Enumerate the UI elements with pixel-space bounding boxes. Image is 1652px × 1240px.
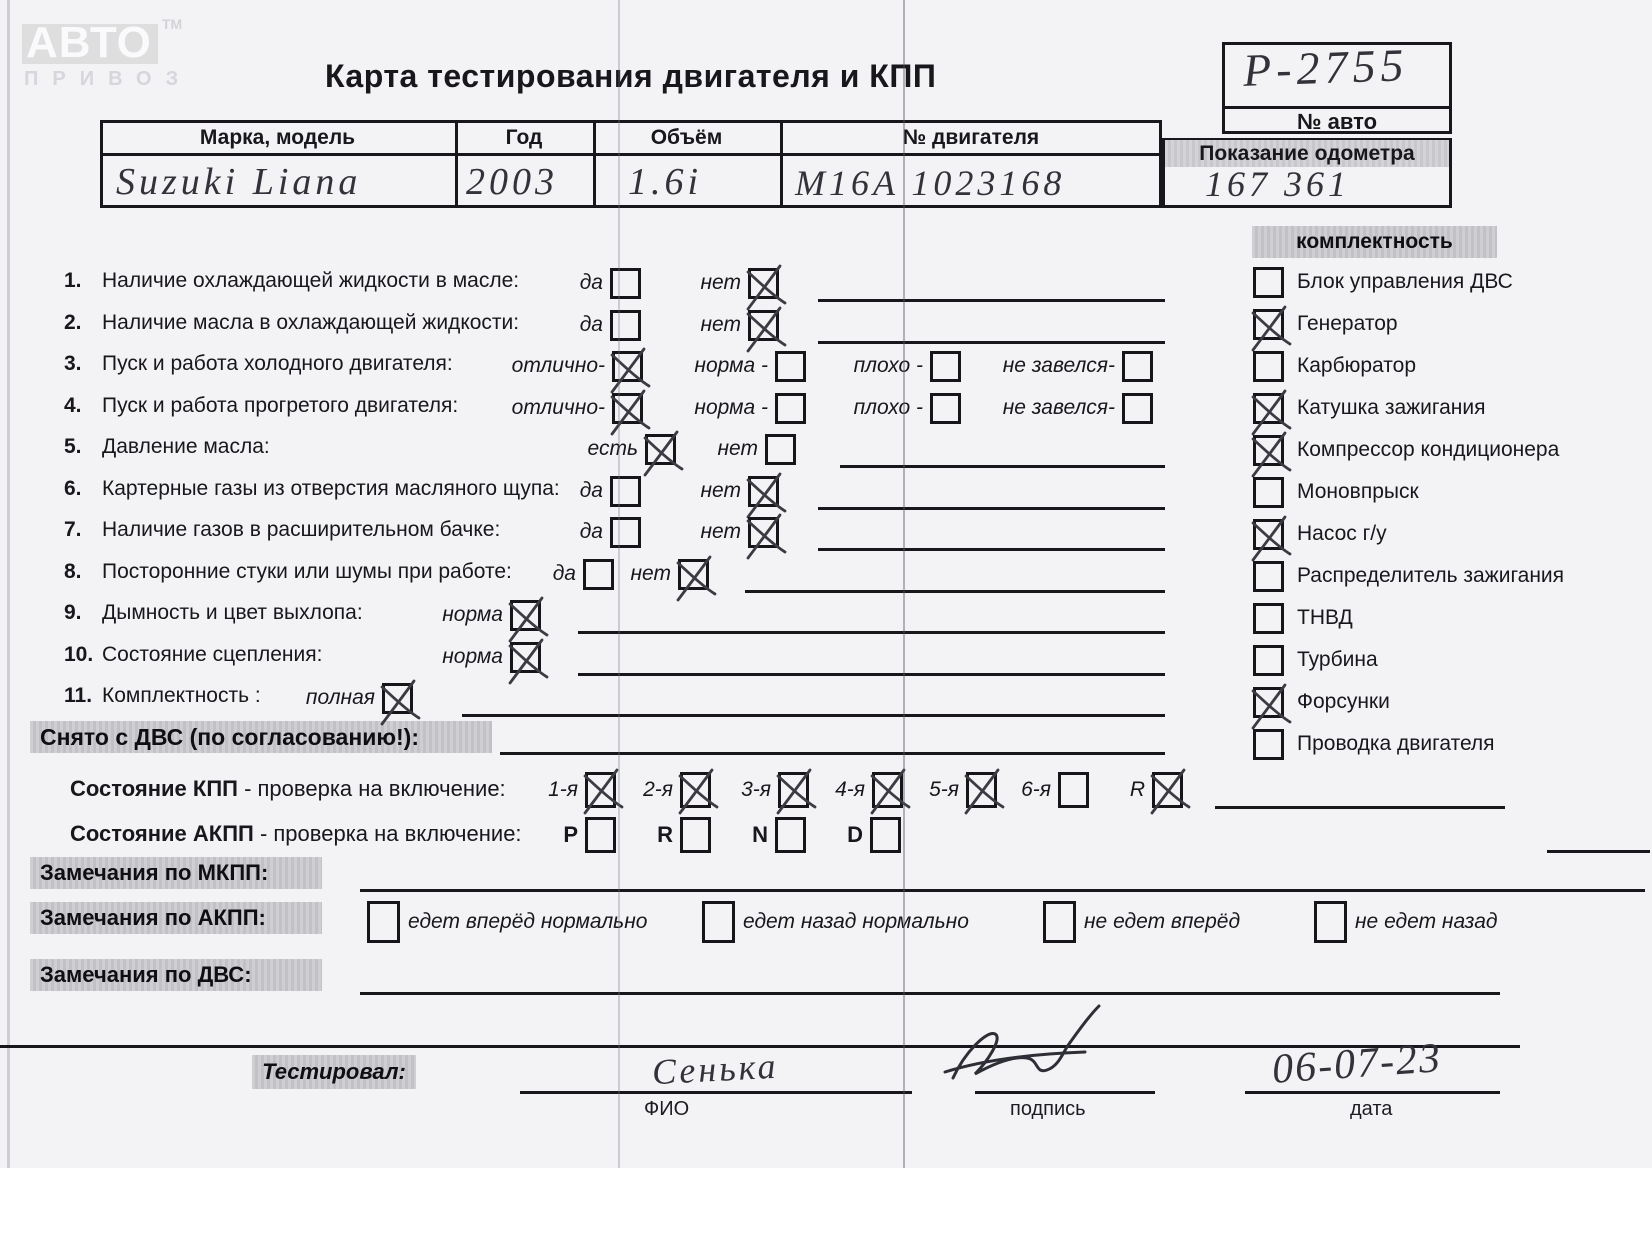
- kpp-state-label: [70, 776, 506, 802]
- gear-option: [1130, 772, 1183, 808]
- akpp-remarks-label: Замечания по АКПП:: [30, 902, 322, 934]
- option-label: плохо -: [853, 396, 923, 419]
- question-number: 4.: [64, 394, 82, 417]
- col-header-year: Год: [505, 126, 543, 149]
- completeness-item-label: Генератор: [1297, 312, 1398, 335]
- checkbox-checked: [966, 772, 997, 808]
- fio-handwritten: Сенька: [651, 1045, 780, 1093]
- question-option: [854, 390, 961, 426]
- option-label: нет: [630, 562, 671, 585]
- checkbox-empty: [1043, 901, 1076, 943]
- checkbox-checked: [382, 683, 413, 714]
- question-number: 9.: [64, 601, 82, 624]
- question-text: Наличие охлаждающей жидкости в масле:: [102, 269, 520, 292]
- question-option: [306, 680, 413, 716]
- checkbox-checked: [748, 310, 779, 341]
- date-handwritten: 06-07-23: [1270, 1035, 1444, 1093]
- checkbox-empty: [702, 901, 735, 943]
- question-option: [580, 265, 641, 301]
- checkbox-checked: [510, 600, 541, 631]
- col-header-volume: Объём: [650, 126, 723, 149]
- completeness-item-label: Моновпрыск: [1297, 480, 1419, 503]
- question-number: 8.: [64, 560, 82, 583]
- akpp-state-label-bold: Состояние АКПП: [70, 821, 254, 846]
- option-label: да: [579, 479, 603, 502]
- question-option: [442, 639, 541, 675]
- question-option: [588, 431, 676, 467]
- completeness-item-label: Насос г/у: [1297, 522, 1387, 545]
- question-option: [701, 514, 780, 550]
- option-label: отлично-: [511, 354, 605, 377]
- checkbox-empty: [1253, 729, 1284, 760]
- comment-line: [578, 631, 1165, 634]
- completeness-item-label: Карбюратор: [1297, 354, 1417, 377]
- checkbox-empty: [367, 901, 400, 943]
- checkbox-checked: [1253, 435, 1284, 466]
- checkbox-empty: [930, 351, 961, 382]
- akpp-state-label-rest: - проверка на включение:: [253, 821, 522, 846]
- comment-line: [745, 590, 1165, 593]
- gear-option: [1021, 772, 1089, 808]
- avto-privoz-logo: [22, 16, 193, 91]
- question-number: 10.: [64, 643, 94, 666]
- col-header-make-model: Марка, модель: [199, 126, 356, 149]
- signature-label: подпись: [1010, 1098, 1086, 1120]
- akpp-remark-label: не едет вперёд: [1084, 910, 1241, 933]
- checkbox-checked: [1253, 519, 1284, 550]
- checkbox-empty: [585, 817, 616, 853]
- option-label: есть: [587, 437, 638, 460]
- question-option: [1003, 348, 1153, 384]
- gear-option: [643, 772, 711, 808]
- checkbox-empty: [1122, 351, 1153, 382]
- question-text: Наличие газов в расширительном бачке:: [102, 518, 501, 541]
- checkbox-checked: [1152, 772, 1183, 808]
- checkbox-empty: [1058, 772, 1089, 808]
- checkbox-checked: [748, 517, 779, 548]
- akpp-state-label: [70, 821, 522, 847]
- fio-line: [520, 1091, 912, 1094]
- auto-number-label: № авто: [1296, 109, 1378, 134]
- signature: [935, 1000, 1155, 1100]
- logo-brand: АВТО: [22, 24, 158, 64]
- checkbox-checked: [585, 772, 616, 808]
- question-option: [854, 348, 961, 384]
- checkbox-empty: [1253, 561, 1284, 592]
- question-text: Пуск и работа холодного двигателя:: [102, 352, 453, 375]
- option-label: да: [579, 271, 603, 294]
- mkpp-remarks-line: [360, 889, 1645, 892]
- checkbox-checked: [748, 268, 779, 299]
- option-label: нет: [700, 271, 741, 294]
- tested-by-label: Тестировал:: [252, 1055, 416, 1089]
- question-number: 1.: [64, 269, 82, 292]
- question-option: [1003, 390, 1153, 426]
- akpp-remark-option: [1043, 901, 1240, 943]
- option-label: нет: [700, 520, 741, 543]
- make-model-handwritten: Suzuki Liana: [116, 161, 362, 203]
- checkbox-checked: [678, 559, 709, 590]
- completeness-item-label: Распределитель зажигания: [1297, 564, 1565, 587]
- checkbox-empty: [1253, 603, 1284, 634]
- akpp-position-label: D: [847, 822, 863, 847]
- completeness-item-label: ТНВД: [1297, 606, 1353, 629]
- question-number: 7.: [64, 518, 82, 541]
- option-label: не завелся-: [1002, 354, 1115, 377]
- question-option: [631, 556, 710, 592]
- removed-from-engine-line: [500, 752, 1165, 755]
- akpp-remark-label: едет назад нормально: [743, 910, 969, 933]
- option-label: не завелся-: [1002, 396, 1115, 419]
- option-label: нет: [700, 479, 741, 502]
- checkbox-checked: [778, 772, 809, 808]
- checkbox-empty: [610, 517, 641, 548]
- option-label: да: [579, 520, 603, 543]
- gear-option: [929, 772, 997, 808]
- completeness-item-label: Форсунки: [1297, 690, 1390, 713]
- akpp-right-line: [1547, 850, 1650, 853]
- auto-number-handwritten: P-2755: [1242, 39, 1410, 96]
- checkbox-empty: [610, 476, 641, 507]
- checkbox-empty: [775, 393, 806, 424]
- completeness-header: комплектность: [1252, 226, 1497, 258]
- question-option: [580, 307, 641, 343]
- comment-line: [578, 673, 1165, 676]
- checkbox-checked: [612, 351, 643, 382]
- comment-line: [462, 714, 1165, 717]
- akpp-remark-option: [702, 901, 969, 943]
- checkbox-checked: [612, 393, 643, 424]
- checkbox-checked: [1253, 687, 1284, 718]
- vehicle-table-row-divider: [100, 153, 1162, 156]
- question-number: 11.: [64, 684, 93, 707]
- engine-number-handwritten: M16A 1023168: [795, 163, 1066, 203]
- col-header-engine-number: № двигателя: [902, 126, 1040, 149]
- checkbox-empty: [775, 351, 806, 382]
- checkbox-empty: [1253, 267, 1284, 298]
- completeness-item-label: Компрессор кондиционера: [1297, 438, 1560, 461]
- option-label: нет: [717, 437, 758, 460]
- gear-option: [741, 772, 809, 808]
- question-option: [718, 431, 797, 467]
- option-label: норма -: [694, 354, 768, 377]
- question-number: 2.: [64, 311, 82, 334]
- logo-tm-mark: ТМ: [161, 16, 183, 32]
- akpp-position-option: [752, 817, 806, 853]
- question-option: [694, 348, 806, 384]
- question-text: Посторонние стуки или шумы при работе:: [102, 560, 512, 583]
- akpp-position-option: [847, 817, 901, 853]
- question-option: [701, 265, 780, 301]
- comment-line: [840, 465, 1165, 468]
- year-handwritten: 2003: [466, 161, 558, 203]
- question-option: [580, 473, 641, 509]
- comment-line: [818, 341, 1165, 344]
- question-option: [442, 597, 541, 633]
- checkbox-checked: [872, 772, 903, 808]
- question-option: [553, 556, 614, 592]
- completeness-item-label: Блок управления ДВС: [1297, 270, 1513, 293]
- question-text: Давление масла:: [102, 435, 270, 458]
- kpp-state-label-bold: Состояние КПП: [70, 776, 238, 801]
- option-label: нет: [700, 313, 741, 336]
- question-number: 3.: [64, 352, 82, 375]
- checkbox-empty: [1253, 477, 1284, 508]
- question-text: Комплектность :: [102, 684, 261, 707]
- option-label: да: [552, 562, 576, 585]
- gear-label: 4-я: [835, 778, 865, 801]
- checkbox-checked: [1253, 393, 1284, 424]
- question-text: Дымность и цвет выхлопа:: [102, 601, 363, 624]
- checkbox-empty: [1253, 351, 1284, 382]
- checkbox-empty: [680, 817, 711, 853]
- form-title: Карта тестирования двигателя и КПП: [325, 58, 937, 94]
- gear-label: 2-я: [643, 778, 673, 801]
- question-option: [512, 390, 643, 426]
- gear-option: [548, 772, 616, 808]
- akpp-position-label: P: [563, 822, 578, 847]
- completeness-item-label: Катушка зажигания: [1297, 396, 1486, 419]
- checkbox-empty: [930, 393, 961, 424]
- akpp-remark-label: едет вперёд нормально: [408, 910, 648, 933]
- col-header-odometer: Показание одометра: [1165, 140, 1449, 167]
- akpp-position-label: R: [657, 822, 673, 847]
- question-number: 6.: [64, 477, 82, 500]
- completeness-item-label: Проводка двигателя: [1297, 732, 1495, 755]
- logo-subtitle: ПРИВОЗ: [24, 68, 193, 90]
- question-text: Состояние сцепления:: [102, 643, 323, 666]
- mkpp-remarks-label: Замечания по МКПП:: [30, 857, 322, 889]
- checkbox-empty: [1314, 901, 1347, 943]
- checkbox-empty: [583, 559, 614, 590]
- option-label: отлично-: [511, 396, 605, 419]
- checkbox-checked: [680, 772, 711, 808]
- question-number: 5.: [64, 435, 82, 458]
- checkbox-empty: [610, 310, 641, 341]
- volume-handwritten: 1.6i: [628, 161, 703, 203]
- gear-label: 1-я: [548, 778, 578, 801]
- question-option: [701, 307, 780, 343]
- akpp-position-option: [563, 817, 616, 853]
- gear-label: 5-я: [929, 778, 959, 801]
- removed-from-engine-label: Снято с ДВС (по согласованию!):: [30, 721, 492, 753]
- gear-option: [835, 772, 903, 808]
- gear-label: 6-я: [1021, 778, 1051, 801]
- checkbox-checked: [645, 434, 676, 465]
- question-option: [580, 514, 641, 550]
- auto-number-box: [1222, 39, 1452, 134]
- akpp-remark-label: не едет назад: [1355, 910, 1498, 933]
- comment-line: [818, 507, 1165, 510]
- checkbox-empty: [610, 268, 641, 299]
- gear-label: R: [1129, 778, 1145, 801]
- completeness-item-label: Турбина: [1297, 648, 1378, 671]
- fio-label: ФИО: [644, 1098, 690, 1120]
- odometer-handwritten: 167 361: [1205, 164, 1350, 204]
- paper-edge: [7, 0, 10, 1168]
- option-label: норма -: [694, 396, 768, 419]
- gear-label: 3-я: [741, 778, 771, 801]
- checkbox-empty: [1253, 645, 1284, 676]
- akpp-remark-option: [367, 901, 647, 943]
- question-text: Пуск и работа прогретого двигателя:: [102, 394, 459, 417]
- question-text: Наличие масла в охлаждающей жидкости:: [102, 311, 520, 334]
- dvs-remarks-line: [360, 992, 1500, 995]
- kpp-state-label-rest: - проверка на включение:: [237, 776, 506, 801]
- checkbox-empty: [1122, 393, 1153, 424]
- date-label: дата: [1350, 1098, 1393, 1120]
- akpp-position-option: [657, 817, 711, 853]
- checkbox-empty: [775, 817, 806, 853]
- question-option: [701, 473, 780, 509]
- option-label: норма: [442, 603, 503, 626]
- akpp-remark-option: [1314, 901, 1497, 943]
- checkbox-checked: [1253, 309, 1284, 340]
- option-label: полная: [305, 686, 375, 709]
- comment-line: [818, 548, 1165, 551]
- question-option: [694, 390, 806, 426]
- comment-line: [818, 299, 1165, 302]
- kpp-comment-line: [1215, 806, 1505, 809]
- option-label: да: [579, 313, 603, 336]
- question-option: [512, 348, 643, 384]
- question-text: Картерные газы из отверстия масляного щупа:: [102, 477, 560, 500]
- dvs-remarks-label: Замечания по ДВС:: [30, 959, 322, 991]
- checkbox-empty: [765, 434, 796, 465]
- option-label: плохо -: [853, 354, 923, 377]
- checkbox-checked: [510, 642, 541, 673]
- checkbox-checked: [748, 476, 779, 507]
- option-label: норма: [442, 645, 503, 668]
- akpp-position-label: N: [752, 822, 768, 847]
- checkbox-empty: [870, 817, 901, 853]
